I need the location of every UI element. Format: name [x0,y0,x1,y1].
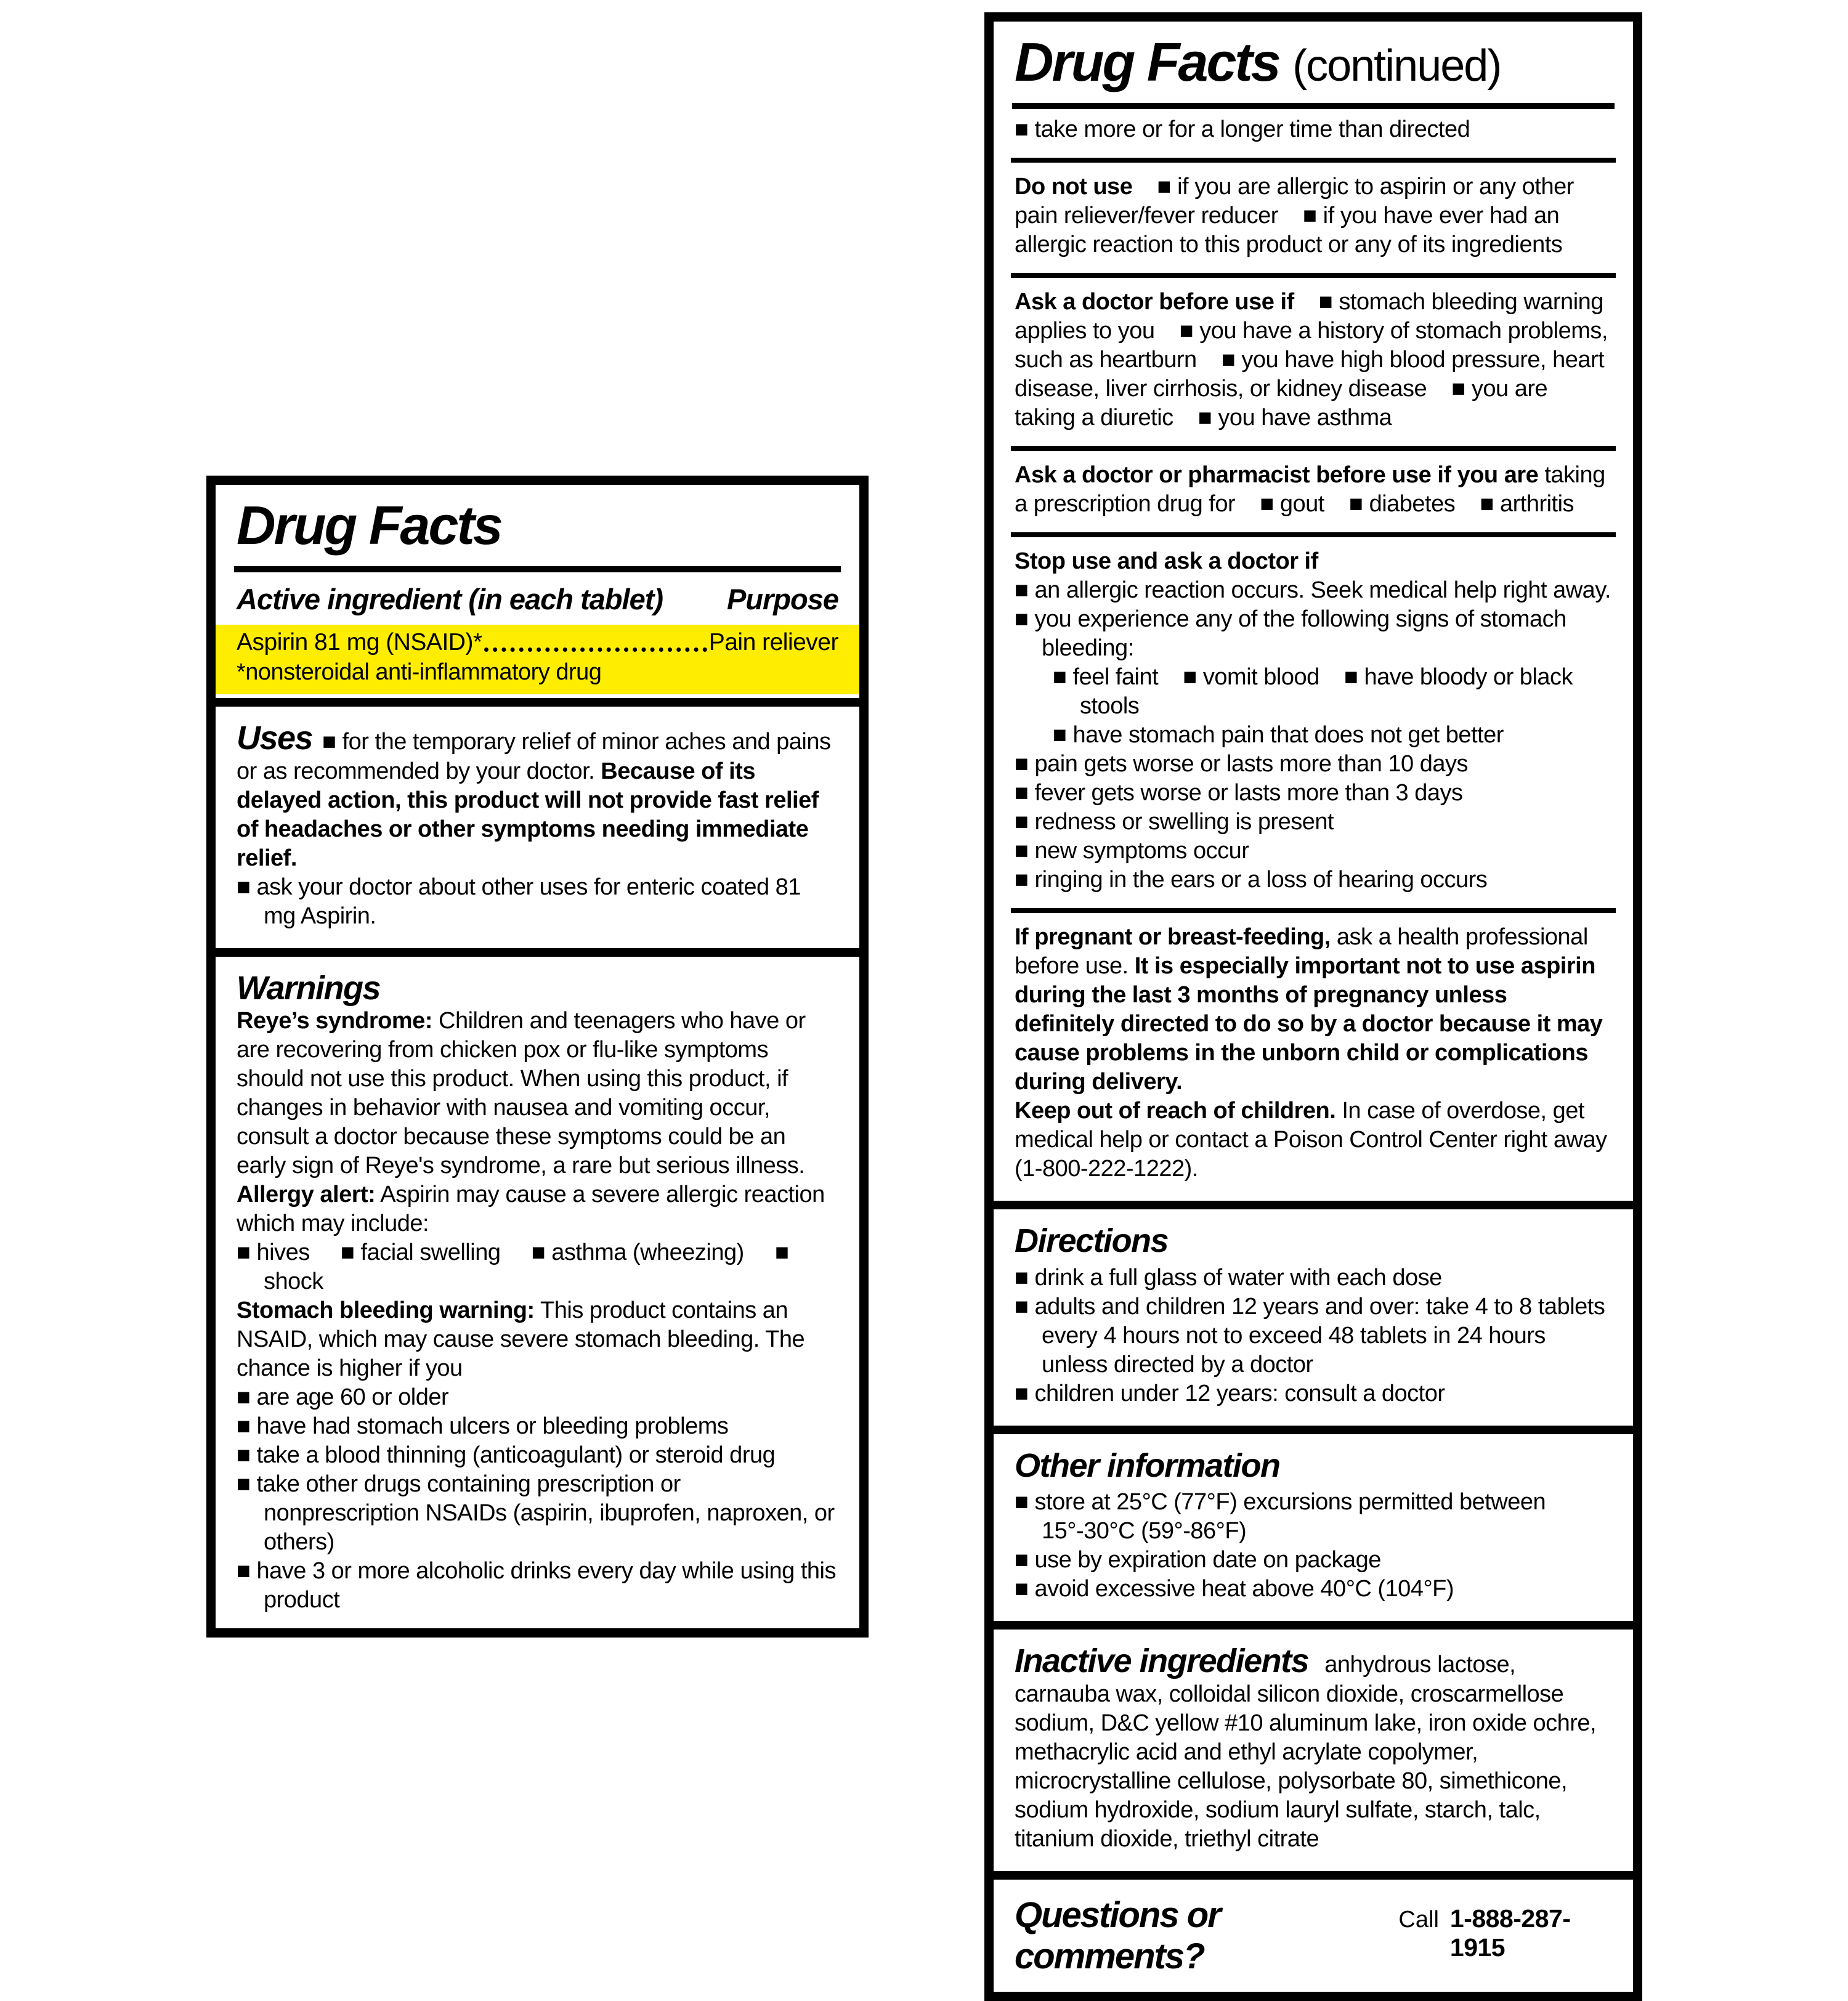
dotted-leader [484,647,707,652]
uses-bullet: ■ ask your doctor about other uses for enteric coated 81 mg Aspirin. [237,874,801,929]
warning-bullet: ■ are age 60 or older [237,1384,449,1411]
do-not-use-lead: Do not use [1015,174,1133,200]
allergy-alert-paragraph [237,1180,838,1238]
uses-intro-bold: Because of its delayed action, this product will not provide fast relief of headaches or other symptoms needing immediate relief. [237,758,819,871]
active-ingredient-heading: Active ingredient (in each tablet) [237,583,663,616]
drug-facts-panel-right [984,12,1642,2001]
ask-doctor-paragraph [1015,288,1612,432]
uses-section [216,710,859,944]
subsection-rule [1011,532,1616,537]
left-title-section [216,485,859,558]
drug-facts-continued-title [1015,31,1612,92]
stop-use-nested-bullet: ■ have stomach pain that does not get better [1053,722,1504,749]
ask-pharmacist-paragraph [1015,461,1612,519]
warning-bullet: ■ take a blood thinning (anticoagulant) or steroid drug [237,1442,776,1469]
stop-use-bullet: ■ pain gets worse or lasts more than 10 days [1015,751,1468,777]
do-not-use-section [994,163,1633,273]
directions-heading: Directions [1015,1222,1169,1260]
directions-bullet: ■ adults and children 12 years and over: take 4 to 8 tablets every 4 hours not to exceed 48 tablets in 24 hours unless directed by a doctor [1015,1293,1605,1378]
stomach-text: This product contains an NSAID, which may cause severe stomach bleeding. The chance is higher if you [237,1297,805,1382]
allergy-text: Aspirin may cause a severe allergic reaction which may include: [237,1182,825,1237]
active-ingredient-header-row [216,572,859,625]
other-information-heading: Other information [1015,1447,1280,1484]
questions-section [994,1883,1633,1992]
subsection-rule [1011,446,1616,451]
ask-doctor-lead: Ask a doctor before use if [1015,289,1294,315]
warning-bullet: ■ have had stomach ulcers or bleeding problems [237,1413,729,1440]
allergy-lead: Allergy alert: [237,1182,376,1208]
stop-use-bullet: ■ redness or swelling is present [1015,809,1334,835]
right-title-section [994,22,1633,94]
reye-syndrome-paragraph [237,1007,838,1180]
active-ingredient-purpose: Pain reliever [708,629,838,656]
inactive-ingredients-heading: Inactive ingredients [1015,1642,1309,1680]
active-ingredient-name: Aspirin 81 mg (NSAID)* [237,629,482,656]
stop-use-bullet: ■ fever gets worse or lasts more than 3 days [1015,780,1463,806]
pregnancy-paragraph [1015,923,1612,1097]
do-not-use-text: ■ if you are allergic to aspirin or any other pain reliever/fever reducer ■ if you have ever had an allergic reaction to this product or any of its ingredients [1015,174,1574,258]
reye-lead: Reye’s syndrome: [237,1008,432,1034]
call-label: Call [1398,1906,1439,1933]
stop-use-bullet: ■ you experience any of the following signs of stomach bleeding: [1015,606,1566,662]
keep-out-text: In case of overdose, get medical help or contact a Poison Control Center right away (1-800-222-1222). [1015,1098,1607,1182]
stop-use-section [994,537,1633,908]
do-not-use-paragraph [1015,172,1612,259]
warning-bullet: ■ take other drugs containing prescription or nonprescription NSAIDs (aspirin, ibuprofen, naproxen, or others) [237,1471,835,1556]
continued-label: (continued) [1292,41,1501,91]
stop-use-bullet: ■ an allergic reaction occurs. Seek medical help right away. [1015,577,1611,604]
directions-bullet: ■ children under 12 years: consult a doctor [1015,1380,1445,1406]
ask-pharmacist-section [994,451,1633,532]
pregnancy-text: ask a health professional before use. [1015,924,1588,980]
stomach-bleeding-paragraph [237,1296,838,1383]
pregnancy-bold-text: It is especially important not to use aspirin during the last 3 months of pregnancy unless definitely directed to do so by a doctor because it may cause problems in the unborn child or complications during delivery. [1015,953,1603,1095]
title-divider-rule [234,566,841,572]
section-bar [994,1426,1633,1434]
title-divider-rule [1012,103,1615,109]
subsection-rule [1011,908,1616,913]
stop-use-nested-bullet: ■ feel faint ■ vomit blood ■ have bloody or black stools [1053,664,1573,720]
section-bar [216,948,859,957]
allergy-symptoms-row: ■ hives ■ facial swelling ■ asthma (wheezing) ■ shock [237,1240,789,1295]
stop-use-bullet: ■ new symptoms occur [1015,838,1249,864]
uses-heading: Uses [237,720,313,757]
uses-paragraph [237,720,838,872]
pregnancy-lead: If pregnant or breast-feeding, [1015,924,1331,951]
purpose-heading: Purpose [726,583,838,616]
directions-section [994,1213,1633,1421]
warning-bullet: ■ have 3 or more alcoholic drinks every day while using this product [237,1558,836,1613]
inactive-ingredients-paragraph [1015,1643,1612,1853]
nsaid-footnote: *nonsteroidal anti-inflammatory drug [237,659,602,686]
inactive-ingredients-section [994,1633,1633,1867]
other-info-bullet: ■ avoid excessive heat above 40°C (104°F) [1015,1576,1454,1602]
section-bar [994,1871,1633,1880]
subsection-rule [1011,158,1616,163]
phone-number: 1-888-287-1915 [1449,1904,1571,1962]
section-bar [994,1621,1633,1630]
other-info-bullet: ■ store at 25°C (77°F) excursions permitted between 15°-30°C (59°-86°F) [1015,1489,1546,1544]
ask-pharmacist-text: taking a prescription drug for ■ gout ■ diabetes ■ arthritis [1015,462,1605,518]
active-ingredient-row [237,627,838,658]
drug-facts-title: Drug Facts [237,495,501,556]
uses-intro: ■ for the temporary relief of minor aches and pains or as recommended by your doctor. [237,729,831,784]
stop-use-bullet: ■ ringing in the ears or a loss of hearing occurs [1015,867,1488,893]
take-more-bullet: ■ take more or for a longer time than directed [1015,116,1470,143]
questions-heading: Questions or comments? [1015,1894,1220,1976]
continued-bullet-section [994,109,1633,158]
ask-doctor-text: ■ stomach bleeding warning applies to you ■ you have a history of stomach problems, such as heartburn ■ you have high blood pressure, heart disease, liver cirrhosis, or kidney disease ■ you are taking a diuretic ■ you have asthma [1015,289,1608,431]
active-ingredient-highlight [216,625,859,694]
ask-pharmacist-lead: Ask a doctor or pharmacist before use if you are [1015,462,1539,489]
keep-out-lead: Keep out of reach of children. [1015,1098,1336,1124]
reye-text: Children and teenagers who have or are recovering from chicken pox or flu-like symptoms should not use this product. When using this product, if changes in behavior with nausea and vomiting occur, consult a doctor because these symptoms could be an early sign of Reye's syndrome, a rare but serious illness. [237,1008,806,1179]
warnings-heading: Warnings [237,969,381,1007]
stop-use-heading: Stop use and ask a doctor if [1015,548,1318,575]
ask-doctor-section [994,278,1633,446]
drug-facts-title-text: Drug Facts [1015,31,1279,92]
other-information-section [994,1438,1633,1617]
subsection-rule [1011,273,1616,278]
other-info-bullet: ■ use by expiration date on package [1015,1547,1381,1573]
keep-out-of-reach-paragraph [1015,1097,1612,1183]
pregnancy-section [994,913,1633,1197]
warnings-section [216,960,859,1628]
inactive-ingredients-text: anhydrous lactose, carnauba wax, colloidal silicon dioxide, croscarmellose sodium, D&C yellow #10 aluminum lake, iron oxide ochre, methacrylic acid and ethyl acrylate copolymer, microcrystalline cellulose, polysorbate 80, simethicone, sodium hydroxide, sodium lauryl sulfate, starch, talc, titanium dioxide, triethyl citrate [1015,1652,1597,1852]
stomach-lead: Stomach bleeding warning: [237,1297,535,1324]
drug-facts-panel-left [206,476,869,1638]
directions-bullet: ■ drink a full glass of water with each dose [1015,1264,1442,1291]
section-bar [216,698,859,707]
section-bar [994,1201,1633,1209]
